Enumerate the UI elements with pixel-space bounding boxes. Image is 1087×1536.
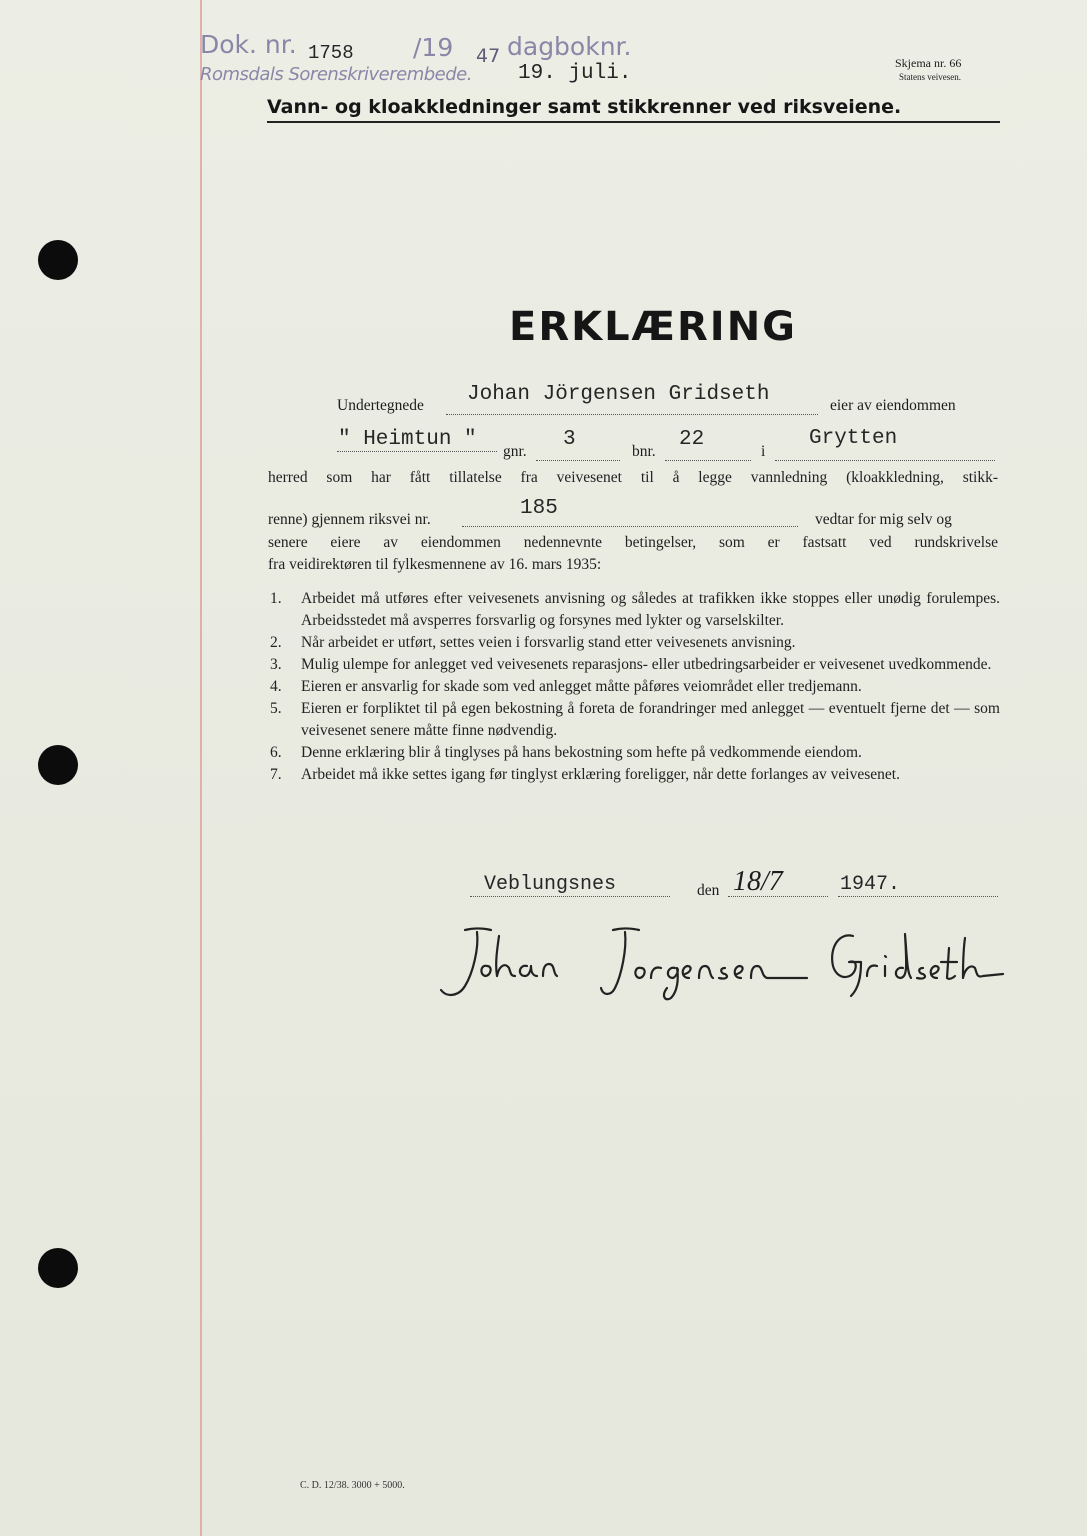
bnr-label: bnr. <box>632 443 656 460</box>
punch-hole-middle <box>38 745 78 785</box>
body-line-senere: senere eiere av eiendommen nedennevnte betingelser, som er fastsatt ved rundskrivelse <box>268 534 998 551</box>
stamp-dagbok-label: dagboknr. <box>507 32 632 61</box>
stamp-dok-label: Dok. nr. <box>200 30 297 59</box>
condition-text: Mulig ulempe for anlegget ved veivesenets reparasjons- eller utbedringsarbeider er veivesenet uvedkommende. <box>301 656 992 673</box>
condition-number: 1. <box>270 590 282 607</box>
document-title: ERKLÆRING <box>509 304 797 350</box>
condition-text: Eieren er forpliktet til på egen bekostning å foreta de forandringer med anlegget — eventuelt fjerne det — som veivesenet senere måtte finne nødvendig. <box>301 700 1000 739</box>
gnr-label: gnr. <box>503 443 527 460</box>
road-line-end: vedtar for mig selv og <box>815 511 952 528</box>
i-label: i <box>761 443 766 460</box>
stamp-date: 19. juli. <box>518 62 632 85</box>
undersigned-label: Undertegnede <box>337 397 424 414</box>
signing-date-handwritten: 18/7 <box>733 866 783 897</box>
road-number: 185 <box>520 497 558 520</box>
stamp-dok-number: 1758 <box>308 42 354 64</box>
signing-year: 1947. <box>840 873 901 896</box>
body-line-herred: herred som har fått tillatelse fra veivesenet til å legge vannledning (kloakkledning, stikk- <box>268 469 998 486</box>
condition-number: 3. <box>270 656 282 673</box>
stamp-year-suffix: 47 <box>476 45 501 67</box>
municipality-dotted-line <box>775 460 995 461</box>
punch-hole-bottom <box>38 1248 78 1288</box>
undersigned-dotted-line <box>446 414 818 415</box>
condition-text: Når arbeidet er utført, settes veien i forsvarlig stand etter veivesenets anvisning. <box>301 634 796 651</box>
municipality-value: Grytten <box>809 427 898 450</box>
den-label: den <box>697 882 720 899</box>
condition-item <box>270 742 1000 764</box>
condition-item <box>270 654 1000 676</box>
document-heading: Vann- og kloakkledninger samt stikkrenner ved riksveiene. <box>267 96 1000 123</box>
bnr-dotted-line <box>665 460 751 461</box>
margin-rule <box>200 0 202 1536</box>
gnr-dotted-line <box>536 460 620 461</box>
property-name: " Heimtun " <box>338 428 477 451</box>
condition-item <box>270 676 1000 698</box>
condition-text: Denne erklæring blir å tinglyses på hans bekostning som hefte på vedkommende eiendom. <box>301 744 862 761</box>
stamp-year-prefix: /19 <box>413 33 454 62</box>
condition-item <box>270 764 1000 786</box>
condition-item <box>270 588 1000 632</box>
condition-number: 4. <box>270 678 282 695</box>
property-dotted-line <box>337 451 497 452</box>
signing-place: Veblungsnes <box>484 873 617 896</box>
punch-hole-top <box>38 240 78 280</box>
condition-text: Eieren er ansvarlig for skade som ved anlegget måtte påføres veiområdet eller tredjemann. <box>301 678 862 695</box>
condition-item <box>270 632 1000 654</box>
signature <box>435 918 1005 1008</box>
body-line-veidirektoren: fra veidirektøren til fylkesmennene av 16. mars 1935: <box>268 556 602 573</box>
road-label: renne) gjennem riksvei nr. <box>268 511 431 528</box>
road-dotted-line <box>462 526 798 527</box>
signing-place-dotted-line <box>470 896 670 897</box>
owner-label: eier av eiendommen <box>830 397 956 414</box>
condition-number: 7. <box>270 766 282 783</box>
condition-number: 2. <box>270 634 282 651</box>
print-code: C. D. 12/38. 3000 + 5000. <box>300 1480 405 1491</box>
bnr-value: 22 <box>679 428 705 451</box>
condition-number: 5. <box>270 700 282 717</box>
stamp-office: Romsdals Sorenskriverembede. <box>200 64 472 85</box>
condition-item <box>270 698 1000 742</box>
conditions-list <box>270 588 1000 786</box>
gnr-value: 3 <box>563 428 576 451</box>
schema-number: Skjema nr. 66 <box>895 56 962 70</box>
condition-text: Arbeidet må utføres efter veivesenets anvisning og således at trafikken ikke stoppes eller unødig forulempes. Arbeidsstedet må avsperres forsvarlig og forsynes med lykter og varselskilter. <box>301 590 1000 629</box>
schema-agency: Statens veivesen. <box>899 72 961 82</box>
year-dotted-line <box>838 896 998 897</box>
condition-text: Arbeidet må ikke settes igang før tinglyst erklæring foreligger, når dette forlanges av veivesenet. <box>301 766 900 783</box>
undersigned-name: Johan Jörgensen Gridseth <box>467 383 770 406</box>
condition-number: 6. <box>270 744 282 761</box>
